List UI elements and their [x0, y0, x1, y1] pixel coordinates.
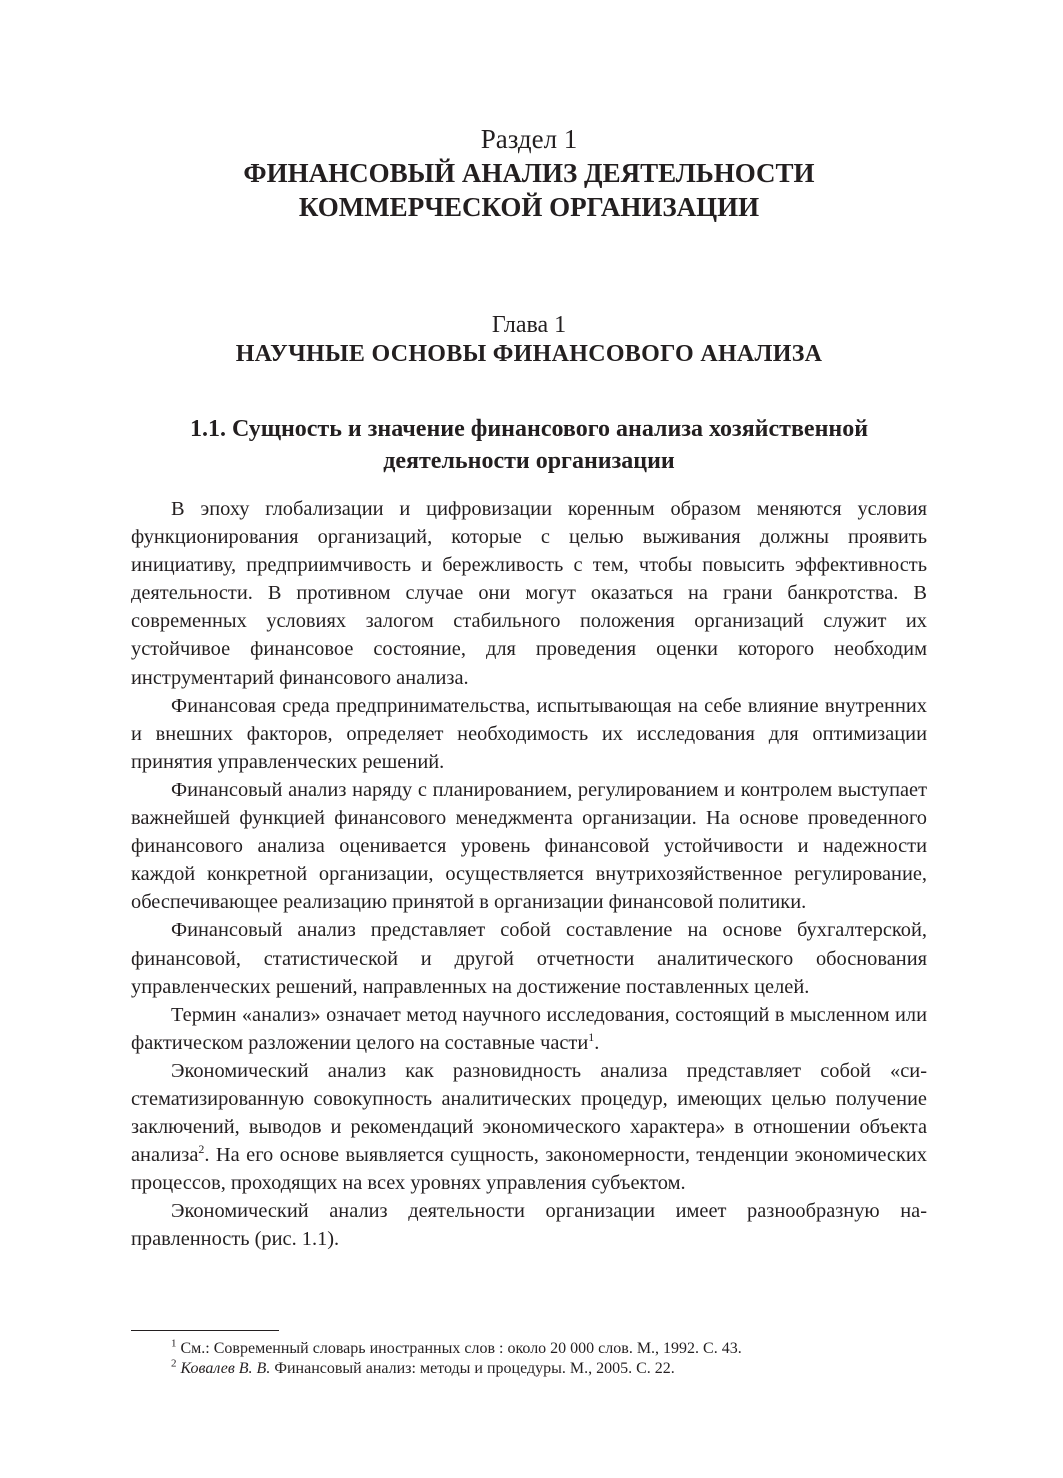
section-title: [131, 156, 927, 224]
paragraph-5: [131, 1001, 927, 1057]
footnotes: [171, 1339, 927, 1379]
subsection-title-line2: деятельности организации: [383, 448, 675, 474]
footnote-1: [171, 1339, 927, 1359]
section-label: Раздел 1: [480, 124, 578, 154]
paragraph-6: [131, 1057, 927, 1197]
footnote-ref-2[interactable]: 2: [198, 1142, 205, 1157]
subsection-title: [131, 413, 927, 477]
paragraph-5-text: Термин «анализ» означает метод научного исследования, состоящий в мысленном или фактическом разложении целого на составные части: [131, 1003, 927, 1054]
footnote-2-text: Финансовый анализ: методы и процедуры. М., 2005. С. 22.: [270, 1360, 675, 1377]
footnote-2-author: Ковалев В. В.: [176, 1360, 271, 1377]
footnote-1-number: 1: [171, 1337, 177, 1350]
section-title-line1: ФИНАНСОВЫЙ АНАЛИЗ ДЕЯТЕЛЬНОСТИ: [243, 158, 815, 188]
paragraph-5-end: .: [594, 1031, 600, 1054]
footnote-2: [171, 1359, 927, 1379]
section-title-line2: КОММЕРЧЕСКОЙ ОРГАНИЗАЦИИ: [298, 192, 760, 222]
body-text: [131, 495, 927, 1254]
paragraph-3: Финансовый анализ наряду с планированием, регулированием и контролем выступает важнейшей функцией финансового менеджмента организации. На основе проведенного финансового анализа оценивается уровень финансовой устойчивости и надежности каждой конкретной организации, осуществляется внутрихозяйственное регулирование, обеспечивающее реализацию принятой в организации финансовой политики.: [131, 778, 927, 914]
paragraph-6-text-b: . На его основе выявляется сущность, закономерности, тенденции экономических процессов, проходящих на всех уровнях управления субъектом.: [131, 1144, 927, 1195]
paragraph-2: Финансовая среда предпринимательства, испытывающая на себе влияние внутренних и внешних факторов, определяет необходимость их исследования для оптимизации принятия управленческих решений.: [131, 694, 927, 773]
paragraph-6-text-a: Экономический анализ как разновидность анализа представляет собой «систематизированную совокупность аналитических процедур, имеющих целью получение заключений, выводов и рекомендаций экономического характера» в отношении объекта анализа: [131, 1059, 927, 1167]
chapter-label: Глава 1: [491, 312, 567, 338]
paragraph-1: В эпоху глобализации и цифровизации коренным образом меняются условия функционирования организаций, которые с целью выживания должны проявить инициативу, предприимчивость и бережливость с тем, чтобы повысить эффективность деятельности. В противном случае они могут оказаться на грани банкротства. В современных условиях залогом стабильного положения организаций служит их устойчивое финансовое состояние, для проведения оценки которого необходим инструментарий финансового анализа.: [131, 498, 927, 689]
footnote-ref-1[interactable]: 1: [588, 1029, 595, 1044]
paragraph-7: Экономический анализ деятельности организации имеет разнообразную направленность (рис. 1.1).: [131, 1200, 927, 1251]
chapter-title: НАУЧНЫЕ ОСНОВЫ ФИНАНСОВОГО АНАЛИЗА: [235, 341, 823, 367]
document-page: [131, 0, 927, 1478]
subsection-title-line1: 1.1. Сущность и значение финансового анализа хозяйственной: [189, 416, 869, 442]
paragraph-4: Финансовый анализ представляет собой составление на основе бухгалтерской, финансовой, статистической и другой отчетности аналитического обоснования управленческих решений, направленных на достижение поставленных целей.: [131, 919, 927, 998]
footnote-2-number: 2: [171, 1357, 177, 1370]
footnote-divider: [131, 1330, 279, 1331]
footnote-1-text: См.: Современный словарь иностранных слов : около 20 000 слов. М., 1992. С. 43.: [176, 1340, 742, 1357]
